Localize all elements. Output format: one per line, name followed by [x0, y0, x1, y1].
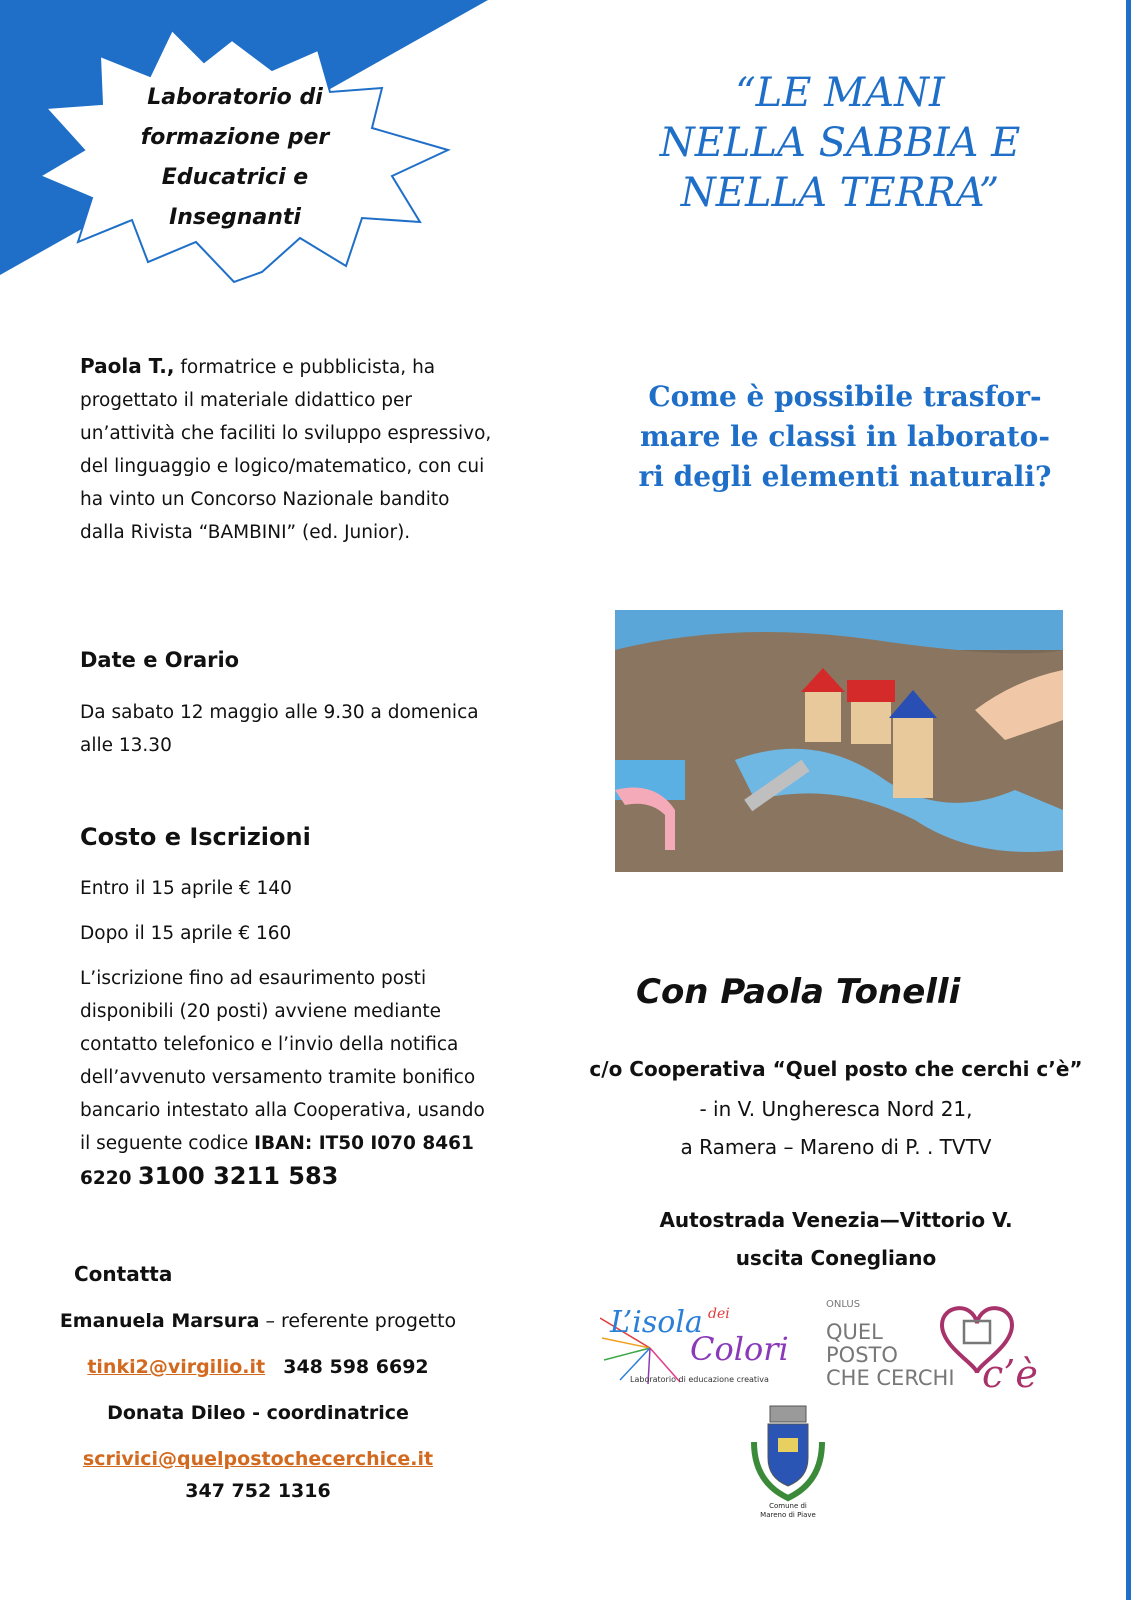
- title-line: NELLA TERRA”: [680, 170, 1000, 216]
- registration-text: L’iscrizione fino ad esaurimento posti disponibili (20 posti) avviene mediante contatto telefonico e l’invio della notifica dell’avvenuto versamento tramite bonifico bancario intestato alla Cooperativa, usando il seguente codice: [80, 968, 485, 1154]
- iban-end: 3100 3211 583: [137, 1162, 339, 1190]
- quel-ce: c’è: [982, 1352, 1038, 1395]
- quel-onlus: ONLUS: [826, 1299, 861, 1310]
- isola-dei-colori-logo: [600, 1298, 800, 1388]
- contacts-heading: Contatta: [74, 1262, 173, 1286]
- highway-line-2: uscita Conegliano: [735, 1246, 937, 1270]
- sandbox-photo: [615, 610, 1063, 872]
- isola-dei: dei: [708, 1306, 730, 1322]
- cost-heading: Costo e Iscrizioni: [80, 823, 311, 851]
- burst-line: formazione per: [140, 125, 330, 150]
- contact-person-2-email: [38, 1448, 478, 1470]
- question-line: ri degli elementi naturali?: [638, 460, 1052, 493]
- contact-person-2: Donata Dileo - coordinatrice: [107, 1402, 409, 1424]
- burst-line: Insegnanti: [169, 205, 301, 230]
- title-line: NELLA SABBIA E: [659, 120, 1021, 166]
- isola-colori: Colori: [690, 1330, 789, 1368]
- quel-line: QUEL: [826, 1320, 883, 1344]
- contact-1-phone: 348 598 6692: [283, 1356, 429, 1378]
- stemma-caption: Mareno di Piave: [760, 1511, 816, 1519]
- trainer-name: Con Paola Tonelli: [636, 972, 961, 1012]
- venue-line-1: c/o Cooperativa “Quel posto che cerchi c’è”: [589, 1057, 1083, 1081]
- contact-2-phone: 347 752 1316: [185, 1480, 331, 1502]
- iban-label: IBAN: IT50 I070: [254, 1133, 416, 1154]
- isola-title: L’isola: [610, 1305, 703, 1340]
- comune-coat-of-arms: [748, 1402, 828, 1522]
- stemma-caption: Comune di: [769, 1502, 807, 1510]
- page-border-right: [1126, 0, 1131, 1600]
- question-heading: [620, 377, 1070, 497]
- question-line: Come è possibile trasfor-: [648, 380, 1042, 413]
- iban-middle: 8461 6220: [80, 1133, 474, 1189]
- contact-1-role: – referente progetto: [259, 1310, 457, 1332]
- contact-1-name: Emanuela Marsura: [59, 1310, 260, 1332]
- quel-line: POSTO: [826, 1343, 898, 1367]
- house-icon: [964, 1321, 990, 1343]
- contact-person-1: [38, 1310, 478, 1332]
- intro-text: formatrice e pubblicista, ha progettato il materiale didattico per un’attività che faciliti lo sviluppo espressivo, del linguaggio e logico/matematico, con cui ha vinto un Concorso Nazionale bandito dalla Rivista “BAMBINI” (ed. Junior).: [80, 357, 492, 543]
- registration-paragraph: [80, 962, 500, 1195]
- page-title: [590, 68, 1090, 218]
- quel-line: CHE CERCHI: [826, 1366, 955, 1390]
- contact-person-1-details: [38, 1356, 478, 1378]
- contact-2-email-link[interactable]: scrivici@quelpostochecerchice.it: [82, 1448, 434, 1470]
- quel-posto-logo: [822, 1295, 1052, 1395]
- highway-line-1: Autostrada Venezia—Vittorio V.: [659, 1208, 1013, 1232]
- isola-caption: Laboratorio di educazione creativa: [630, 1375, 769, 1384]
- venue-line-2: - in V. Ungheresca Nord 21,: [699, 1097, 973, 1121]
- dates-text: Da sabato 12 maggio alle 9.30 a domenica alle 13.30: [80, 702, 479, 756]
- question-line: mare le classi in laborato-: [640, 420, 1050, 453]
- dates-heading: Date e Orario: [80, 648, 240, 672]
- intro-paragraph: [80, 350, 500, 549]
- venue-line-3: a Ramera – Mareno di P. . TVTV: [680, 1135, 992, 1159]
- burst-line: Educatrici e: [161, 165, 309, 190]
- cost-late-price: Dopo il 15 aprile € 160: [80, 923, 292, 944]
- burst-caption: [120, 78, 350, 238]
- cost-early-price: Entro il 15 aprile € 140: [80, 878, 292, 899]
- burst-line: Laboratorio di: [147, 85, 323, 110]
- title-line: “LE MANI: [735, 70, 945, 116]
- contact-1-email-link[interactable]: tinki2@virgilio.it: [87, 1356, 266, 1378]
- intro-name: Paola T.,: [80, 354, 175, 378]
